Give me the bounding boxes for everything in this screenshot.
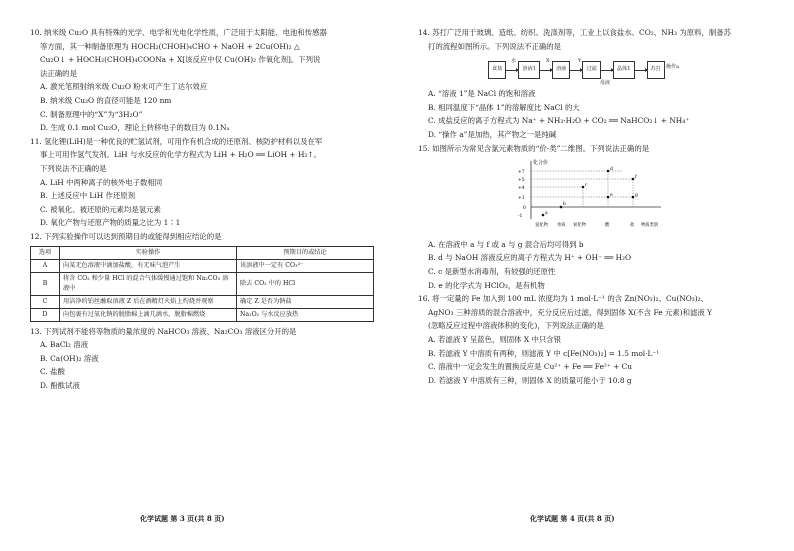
x-tick: 氢化物 [535, 223, 548, 229]
point-label: c [585, 183, 588, 189]
flow-arrow [506, 70, 518, 71]
table-row [31, 295, 374, 308]
point-labels [545, 166, 638, 216]
question-text: 11. 氢化锂(LiH)是一种优良的贮氢试剂，可用作有机合成的还原剂、核防护材料以及在军 [30, 136, 323, 146]
question-text: 打的流程如图所示。下列说法不正确的是 [428, 41, 562, 51]
option-a: A. 激光笔照射纳米级 Cu₂O 粉末可产生丁达尔效应 [40, 82, 208, 92]
page-footer: 化学试题 第 4 页(共 8 页) [530, 514, 615, 523]
y-tick: -1 [518, 214, 523, 220]
option-c: C. 被氧化、被还原的元素均是氢元素 [40, 204, 161, 214]
flow-label: 水 [511, 58, 517, 65]
table-cell: 除去 CO₂ 中的 HCl [237, 272, 374, 295]
table-cell: 该溶液中一定有 CO₃²⁻ [237, 259, 374, 272]
table-cell: 向某无色溶液中滴加盐酸，有无味气泡产生 [60, 259, 237, 272]
question-15 [418, 142, 770, 293]
option-d: D. 若滤液 Y 中溶质有三种，则固体 X 的质量可能小于 10.8 g [428, 375, 632, 385]
valence-class-chart [513, 157, 770, 236]
option-b: B. Ca(OH)₂ 溶液 [40, 353, 99, 363]
option-d: D. “操作 a”是加热，其产物之一是纯碱 [428, 129, 557, 139]
option-b: B. 若滤液 Y 中溶质有两种，则滤液 Y 中 c[Fe(NO₃)₂] = 1.5 mol·L⁻¹ [428, 348, 660, 358]
question-text: 15. 如图所示为常见含氯元素物质的“价-类”二维图。下列说法正确的是 [418, 143, 650, 153]
flow-box: 食盐 [488, 61, 506, 79]
question-14 [418, 26, 770, 142]
y-axis-label: 化合价 [533, 160, 549, 167]
question-text: 14. 苏打广泛用于玻璃、造纸、纺织、洗涤剂等，工业上以食盐水、CO₂、NH₃ 为原料，制备苏 [418, 28, 732, 37]
table-cell: 向包裹有过氧化钠的脱脂棉上滴几滴水，脱脂棉燃烧 [60, 308, 237, 321]
point-label: f [635, 175, 637, 181]
question-text: 事上可用作氢气发剂。LiH 与水反应的化学方程式为 LiH + H₂O ══ LiOH + H₂↑。 [40, 150, 321, 160]
question-12 [30, 230, 388, 322]
point-g [632, 196, 635, 199]
option-a: A. LiH 中两种离子的核外电子数相同 [40, 177, 163, 187]
option-c: C. 制备原理中的“X”为“3H₂O” [40, 109, 143, 119]
y-tick: +4 [518, 186, 525, 192]
x-ticks [535, 221, 659, 228]
option-a: A. “溶液 1”是 NaCl 的饱和溶液 [428, 89, 536, 99]
table-cell: A [31, 259, 60, 272]
point-label: d [610, 167, 613, 173]
question-text: 13. 下列试剂不能将等物质的量浓度的 NaHCO₃ 溶液、Na₂CO₃ 溶液区分开的是 [30, 326, 297, 336]
table-row [31, 259, 374, 272]
question-text: 下列说法不正确的是 [40, 163, 107, 173]
table-header: 选项 [31, 246, 60, 259]
table-cell: B [31, 272, 60, 295]
point-b [560, 206, 563, 209]
point-e [607, 196, 610, 199]
flow-box: 溶液 [552, 61, 570, 79]
x-tick: 酸 [605, 223, 610, 229]
flow-box: 过滤 [582, 61, 600, 79]
guide-lines [531, 171, 633, 207]
page-footer: 化学试题 第 3 页(共 8 页) [140, 514, 225, 523]
y-tick: +7 [518, 170, 525, 176]
question-text: AgNO₃ 三种溶质的混合溶液中，充分反应后过滤，得到固体 X(不含 Fe 元素)和滤液 Y [428, 307, 713, 317]
point-f [632, 178, 635, 181]
right-page [418, 26, 770, 387]
flow-box: 晶体1 [613, 61, 635, 79]
y-tick: 0 [523, 206, 526, 212]
experiment-table [30, 246, 374, 322]
flow-box: 苏打 [647, 61, 665, 79]
flow-arrow [570, 70, 582, 71]
option-b: B. d 与 NaOH 溶液反应的离子方程式为 H⁺ + OH⁻ ══ H₂O [428, 253, 632, 263]
flow-label: 母液 [600, 80, 611, 87]
question-text: 10. 纳米级 Cu₂O 具有特殊的光学、电学和光电化学性质，广泛用于太阳能、电池和传感器 [30, 28, 327, 37]
table-header-row [31, 246, 374, 259]
option-d: D. 氧化产物与还原产物的质量之比为 1∶1 [40, 218, 181, 228]
option-c: C. 成盐反应的离子方程式为 Na⁺ + NH₃·H₂O + CO₂ ══ NaHCO₃↓ + NH₄⁺ [428, 116, 690, 126]
flow-box: 溶液1 [518, 61, 540, 79]
y-tick: +5 [518, 178, 525, 184]
left-page [30, 26, 388, 392]
flow-arrow [601, 70, 613, 71]
question-text: 等方面，其一种制备原理为 HOCH₂(CHOH)₄CHO + NaOH + 2Cu(OH)₂ △ [40, 41, 300, 51]
question-text: (忽略反应过程中溶液体积的变化)，下列说法正确的是 [428, 321, 604, 331]
option-d: D. 酚酞试液 [40, 380, 80, 390]
x-tick: 单质 [557, 223, 566, 229]
question-text: 法正确的是 [40, 68, 77, 78]
x-tick: 氧化物 [573, 223, 586, 229]
flow-label: Y [578, 58, 582, 65]
option-d: D. 生成 0.1 mol Cu₂O，理论上转移电子的数目为 0.1Nₐ [40, 123, 230, 133]
y-tick: +1 [518, 196, 525, 202]
question-10 [30, 26, 388, 135]
valence-class-svg [513, 157, 673, 231]
point-d [607, 170, 610, 173]
point-label: e [610, 193, 613, 199]
table-cell: 将含 CO₂ 和少量 HCl 的混合气体缓慢通过饱和 Na₂CO₃ 溶液中 [60, 272, 237, 295]
point-label: b [563, 202, 566, 208]
question-11 [30, 135, 388, 230]
point-a [542, 214, 545, 217]
option-b: B. 纳米级 Cu₂O 的直径可能是 120 nm [40, 95, 172, 105]
question-13 [30, 325, 388, 393]
point-label: a [545, 211, 548, 217]
question-text: Cu₂O↓ + HOCH₂(CHOH)₄COONa + X[该反应中仅 Cu(OH)₂ 作氧化剂]。下列说 [40, 55, 321, 65]
option-a: A. 在溶液中 a 与 f 或 a 与 g 混合后均可得到 b [428, 239, 584, 249]
option-a: A. BaCl₂ 溶液 [40, 340, 88, 350]
option-c: C. 溶液中一定会发生的置换反应是 Cu²⁺ + Fe ══ Fe²⁺ + Cu [428, 362, 633, 372]
table-header: 预期目的或结论 [237, 246, 374, 259]
option-a: A. 若滤液 Y 呈蓝色，则固体 X 中只含银 [428, 334, 562, 344]
option-b: B. 上述反应中 LiH 作还原剂 [40, 191, 136, 201]
table-cell: D [31, 308, 60, 321]
table-cell: 确定 Z 是否为钠盐 [237, 295, 374, 308]
flow-arrow [540, 70, 552, 71]
table-row [31, 308, 374, 321]
table-row [31, 272, 374, 295]
point-c [582, 186, 585, 189]
option-b: B. 相同温度下“晶体 1”的溶解度比 NaCl 的大 [428, 102, 580, 112]
flow-label: 操作a [666, 64, 679, 71]
table-header: 实验操作 [60, 246, 237, 259]
point-label: g [635, 193, 638, 199]
x-tick: 物质类别 [641, 223, 659, 229]
table-cell: 用洁净的铂丝蘸取溶液 Z 后在酒精灯火焰上灼烧并观察 [60, 295, 237, 308]
points [542, 170, 635, 217]
flow-label: X [546, 58, 550, 65]
process-flow-diagram [488, 55, 770, 85]
question-text: 12. 下列实验操作可以达到预期目的或能得到相应结论的是 [30, 231, 222, 241]
option-c: C. c 是新型水消毒剂，有较强的还原性 [428, 266, 556, 276]
x-tick: 盐 [630, 223, 635, 229]
option-c: C. 盐酸 [40, 367, 65, 377]
table-cell: Na₂O₂ 与水反应放热 [237, 308, 374, 321]
question-16 [418, 292, 770, 387]
table-cell: C [31, 295, 60, 308]
flow-arrow [635, 70, 647, 71]
question-text: 16. 将一定量的 Fe 加入到 100 mL 浓度均为 1 mol·L⁻¹ 的含 Zn(NO₃)₂、Cu(NO₃)₂、 [418, 294, 709, 304]
option-d: D. e 的化学式为 HClO₃，是有机物 [428, 280, 545, 290]
